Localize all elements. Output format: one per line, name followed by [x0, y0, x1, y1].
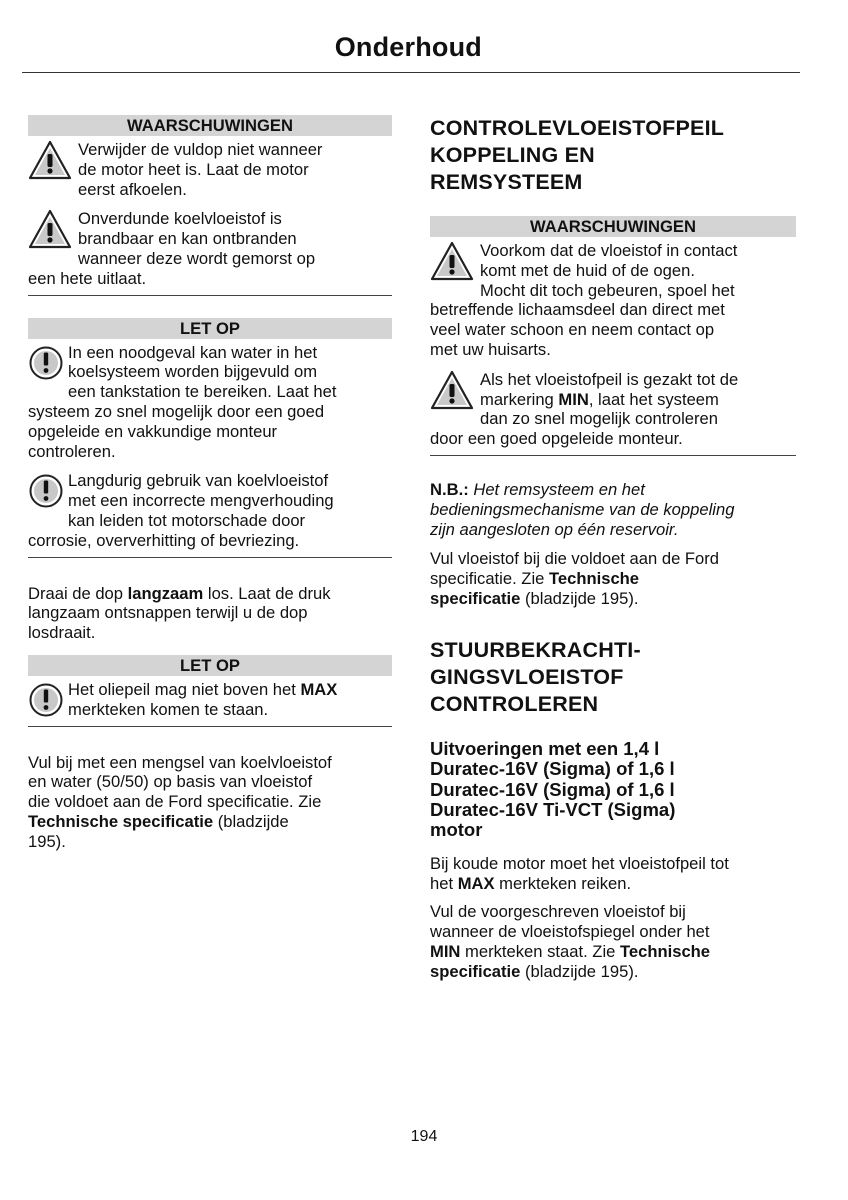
warning-text-line: eerst afkoelen. [78, 179, 187, 199]
section-heading-line: GINGSVLOEISTOF [430, 664, 624, 689]
warning-text-line: door een goed opgeleide monteur. [430, 429, 683, 449]
section-heading-line: KOPPELING EN [430, 143, 595, 167]
paragraph-line: langzaam ontsnappen terwijl u de dop [28, 603, 308, 623]
section-heading [430, 115, 796, 196]
note [430, 480, 796, 539]
warning-triangle-icon [28, 140, 72, 180]
warning-text-line: brandbaar en kan ontbranden [78, 229, 297, 249]
paragraph-line: specificatie (bladzijde 195). [430, 588, 639, 608]
caution-text-line: Het oliepeil mag niet boven het MAX [68, 679, 338, 699]
warning-triangle-icon [430, 370, 474, 410]
caution-text-line: Langdurig gebruik van koelvloeistof [68, 471, 329, 491]
caution-text-line: corrosie, oververhitting of bevriezing. [28, 530, 300, 550]
paragraph-line: Draai de dop langzaam los. Laat de druk [28, 583, 331, 603]
paragraph-line: MIN merkteken staat. Zie Technische [430, 941, 711, 961]
caution-exclamation-icon [28, 345, 64, 381]
paragraph-line: Vul de voorgeschreven vloeistof bij [430, 902, 686, 922]
caution-item [28, 680, 392, 720]
paragraph [28, 753, 392, 852]
warning-text-line: veel water schoon en neem contact op [430, 320, 715, 340]
left-column [28, 115, 392, 852]
caution-text-line: controleren. [28, 441, 116, 461]
paragraph-line: Technische specificatie (bladzijde [28, 811, 289, 831]
page-header [22, 28, 800, 73]
warning-text-line: dan zo snel mogelijk controleren [480, 409, 718, 429]
warning-text-line: de motor heet is. Laat de motor [78, 159, 309, 179]
caution-text-line: een tankstation te bereiken. Laat het [68, 382, 337, 402]
warning-triangle-icon [430, 241, 474, 281]
warning-text-line: Onverdunde koelvloeistof is [78, 209, 282, 229]
caution-exclamation-icon [28, 682, 64, 718]
page-title: Onderhoud [334, 32, 482, 62]
paragraph-line: Vul vloeistof bij die voldoet aan de Ford [430, 549, 720, 569]
paragraph [430, 549, 796, 608]
caution-text-line: systeem zo snel mogelijk door een goed [28, 401, 325, 421]
subheading-line: Duratec-16V (Sigma) of 1,6 l [430, 758, 675, 780]
paragraph-line: die voldoet aan de Ford specificatie. Zie [28, 792, 322, 812]
caution-text-line: kan leiden tot motorschade door [68, 510, 306, 530]
page-number: 194 [410, 1128, 438, 1145]
subheading-line: Duratec-16V Ti-VCT (Sigma) [430, 798, 676, 820]
warning-text-line: betreffende lichaamsdeel dan direct met [430, 300, 725, 320]
caution-text-line: met een incorrecte mengverhouding [68, 491, 334, 511]
paragraph-line: het MAX merkteken reiken. [430, 873, 632, 893]
caution-box [28, 318, 392, 558]
paragraph-line: specificatie (bladzijde 195). [430, 961, 639, 981]
subheading-line: Uitvoeringen met een 1,4 l [430, 737, 660, 759]
caution-text-line: opgeleide en vakkundige monteur [28, 421, 278, 441]
warning-text-line: met uw huisarts. [430, 339, 551, 359]
caution-text-line: koelsysteem worden bijgevuld om [68, 362, 318, 382]
caution-text-line: merkteken komen te staan. [68, 699, 269, 719]
caution-box [28, 655, 392, 727]
caution-exclamation-icon [28, 473, 64, 509]
warning-text-line: Mocht dit toch gebeuren, spoel het [480, 280, 735, 300]
paragraph-line: en water (50/50) op basis van vloeistof [28, 772, 313, 792]
paragraph [430, 854, 796, 894]
subheading-line: motor [430, 819, 483, 841]
warning-text-line: een hete uitlaat. [28, 268, 147, 288]
paragraph-line: 195). [28, 831, 66, 851]
note-line: bedieningsmechanisme van de koppeling [430, 499, 735, 519]
paragraph-line: Bij koude motor moet het vloeistofpeil tot [430, 853, 729, 873]
warning-text-line: markering MIN, laat het systeem [480, 389, 719, 409]
warning-text-line: Als het vloeistofpeil is gezakt tot de [480, 369, 739, 389]
caution-item [28, 343, 392, 462]
subheading-line: Duratec-16V (Sigma) of 1,6 l [430, 778, 675, 800]
warning-text-line: Voorkom dat de vloeistof in contact [480, 241, 738, 260]
warning-item [28, 140, 392, 199]
right-column [430, 115, 796, 982]
warning-text-line: komt met de huid of de ogen. [480, 260, 695, 280]
warning-text-line: wanneer deze wordt gemorst op [78, 248, 316, 268]
warnings-box-title: WAARSCHUWINGEN [430, 216, 796, 237]
warnings-box [430, 216, 796, 456]
paragraph [430, 902, 796, 981]
paragraph-line: wanneer de vloeistofspiegel onder het [430, 922, 710, 942]
section-heading-line: STUURBEKRACHTI- [430, 637, 641, 662]
section-heading-line: CONTROLEVLOEISTOFPEIL [430, 116, 725, 140]
section-heading-line: REMSYSTEEM [430, 170, 583, 194]
caution-item [28, 471, 392, 550]
section-heading-line: CONTROLEREN [430, 691, 599, 716]
warning-item [430, 370, 796, 449]
note-label: N.B.: [430, 479, 469, 499]
caution-text-line: In een noodgeval kan water in het [68, 342, 318, 362]
caution-box-title: LET OP [28, 318, 392, 339]
warnings-box [28, 115, 392, 296]
subheading [430, 739, 796, 841]
section-heading [430, 637, 796, 718]
caution-box-title: LET OP [28, 655, 392, 676]
paragraph-line: specificatie. Zie Technische [430, 569, 640, 589]
paragraph-line: Vul bij met een mengsel van koelvloeistof [28, 752, 332, 772]
paragraph [28, 584, 392, 643]
warning-text-line: Verwijder de vuldop niet wanneer [78, 140, 323, 159]
note-line: N.B.: Het remsysteem en het [430, 479, 645, 499]
note-line: zijn aangesloten op één reservoir. [430, 519, 679, 539]
warnings-box-title: WAARSCHUWINGEN [28, 115, 392, 136]
warning-item [28, 209, 392, 288]
warning-item [430, 241, 796, 360]
warning-triangle-icon [28, 209, 72, 249]
paragraph-line: losdraait. [28, 623, 96, 643]
